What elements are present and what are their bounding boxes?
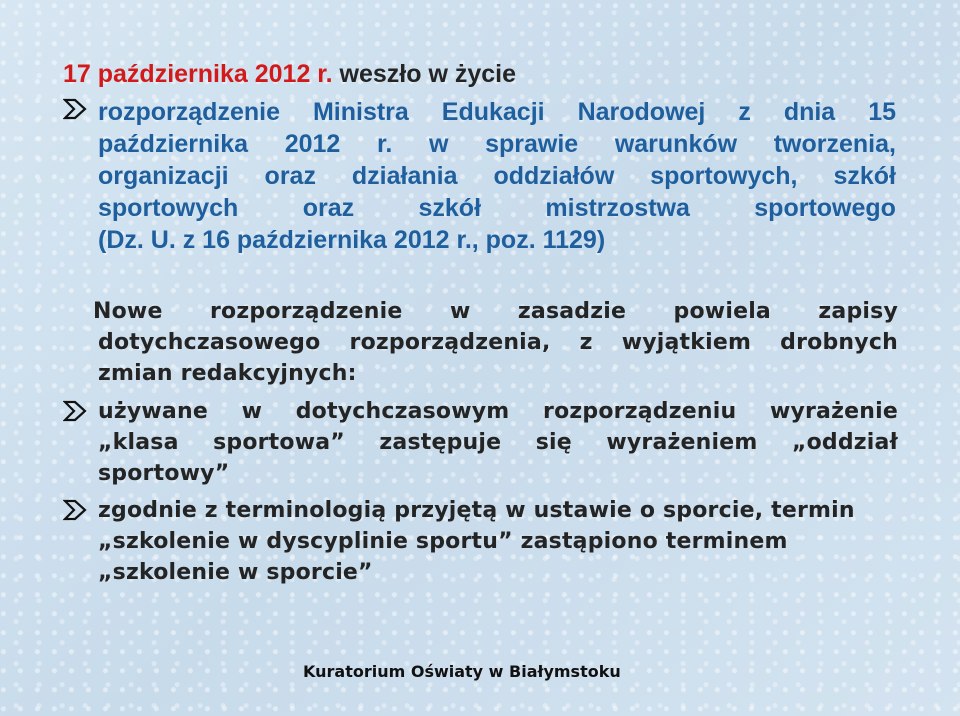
word: z — [738, 98, 751, 126]
word: dotychczasowym — [295, 399, 510, 424]
word: organizacji — [98, 162, 229, 190]
word: Narodowej — [577, 98, 706, 126]
word: działania — [351, 162, 458, 190]
word: w — [428, 130, 449, 158]
word: zastępuje — [379, 430, 502, 455]
word: zasadzie — [517, 299, 627, 324]
word: „oddział — [791, 430, 898, 455]
word: warunków — [614, 130, 738, 158]
word: Edukacji — [441, 98, 545, 126]
word: dnia — [783, 98, 836, 126]
word: rozporządzenie — [98, 98, 280, 126]
word: wyjątkiem — [621, 330, 752, 355]
regulation-line-3 — [98, 161, 896, 191]
word: szkół — [833, 162, 896, 190]
word: dotychczasowego — [98, 330, 321, 355]
bullet2-line-2: „szkolenie w dyscyplinie sportu” zastąpiono terminem — [98, 529, 788, 554]
word: sportowego — [754, 194, 896, 222]
word: sportowych, — [650, 162, 798, 190]
bullet1-line-2 — [98, 428, 898, 458]
word: drobnych — [780, 330, 898, 355]
word: w — [241, 399, 263, 424]
word: szkół — [418, 194, 482, 222]
word: rozporządzenie — [210, 299, 403, 324]
word: oraz — [264, 162, 316, 190]
bullet2-line-3: „szkolenie w sporcie” — [98, 560, 373, 585]
word: mistrzostwa — [545, 194, 690, 222]
regulation-line-4 — [98, 193, 896, 223]
summary-line-1 — [93, 297, 898, 327]
intro-date: 17 października 2012 r. — [63, 60, 333, 88]
word: Nowe — [93, 299, 163, 324]
bullet1-line-1 — [98, 397, 898, 427]
word: r. — [377, 130, 393, 158]
word: używane — [98, 399, 208, 424]
word: powiela — [673, 299, 771, 324]
word: wyrażenie — [769, 399, 898, 424]
word: 15 — [868, 98, 896, 126]
intro-rest: weszło w życie — [332, 60, 517, 88]
word: w — [449, 299, 471, 324]
arrow-bullet-icon — [63, 97, 89, 121]
regulation-line-2 — [98, 129, 896, 159]
word: tworzenia, — [773, 130, 896, 158]
word: zapisy — [818, 299, 898, 324]
word: z — [579, 330, 593, 355]
word: się — [535, 430, 572, 455]
summary-line-3: zmian redakcyjnych: — [98, 361, 357, 386]
word: 2012 — [284, 130, 341, 158]
word: wyrażeniem — [606, 430, 758, 455]
word: oddziałów — [493, 162, 615, 190]
word: sportowych — [98, 194, 239, 222]
word: Ministra — [312, 98, 409, 126]
summary-line-2 — [98, 328, 898, 358]
regulation-line-1 — [98, 97, 896, 127]
word: oraz — [302, 194, 355, 222]
word: października — [98, 130, 249, 158]
word: „klasa — [98, 430, 179, 455]
footer-text: Kuratorium Oświaty w Białymstoku — [303, 662, 621, 681]
word: rozporządzeniu — [543, 399, 737, 424]
bullet1-line-3: sportowy” — [98, 461, 230, 486]
arrow-bullet-icon — [63, 399, 89, 423]
intro-line — [63, 59, 516, 89]
arrow-bullet-icon — [63, 498, 89, 522]
word: sportowa” — [213, 430, 345, 455]
bullet2-line-1: zgodnie z terminologią przyjętą w ustawie o sporcie, termin — [98, 498, 855, 523]
word: rozporządzenia, — [349, 330, 551, 355]
regulation-citation: (Dz. U. z 16 października 2012 r., poz. 1129) — [98, 226, 606, 254]
word: sprawie — [485, 130, 579, 158]
